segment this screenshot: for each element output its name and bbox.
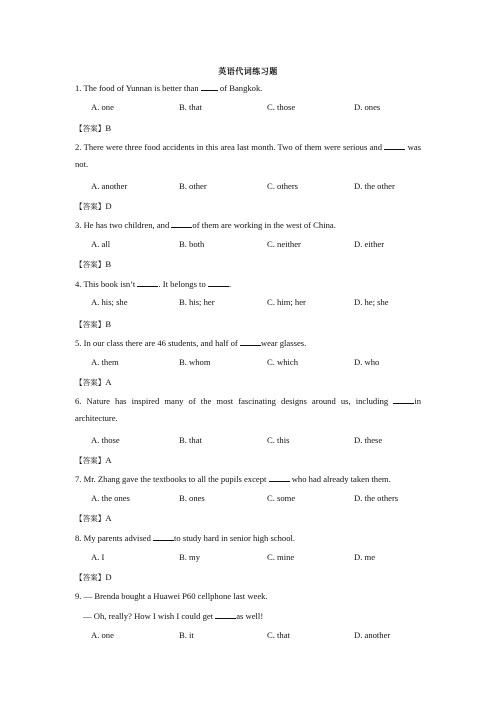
- question-text: 7. Mr. Zhang gave the textbooks to all the pupils except: [75, 474, 269, 484]
- answer-blank: [269, 473, 290, 482]
- option-b: B. it: [179, 630, 194, 640]
- answer-value: D: [105, 572, 112, 582]
- option-a: A. those: [91, 435, 120, 445]
- question-text: 2. There were three food accidents in this area last month. Two of them were serious and: [75, 142, 385, 152]
- answer-blank: [201, 82, 218, 91]
- option-a: A. all: [91, 239, 111, 249]
- option-b: B. other: [179, 181, 207, 191]
- answer-2: [75, 200, 112, 213]
- question-text: 6. Nature has inspired many of the most fascinating designs around us, including: [75, 396, 394, 406]
- question-text: in architecture.: [75, 396, 421, 423]
- answer-value: A: [105, 455, 112, 465]
- answer-6: [75, 454, 112, 467]
- question-1: [75, 80, 421, 97]
- answer-blank: [153, 532, 174, 541]
- question-4: [75, 276, 421, 293]
- answer-blank: [384, 141, 405, 150]
- option-c: C. that: [267, 630, 290, 640]
- answer-label: 【答案】: [75, 456, 106, 465]
- option-d: D. he; she: [354, 297, 389, 307]
- question-text: 5. In our class there are 46 students, and half of: [75, 338, 240, 348]
- option-d: D. me: [354, 552, 376, 562]
- option-c: C. him; her: [267, 297, 306, 307]
- option-b: B. that: [179, 102, 202, 112]
- answer-5: [75, 376, 112, 389]
- option-c: C. which: [267, 357, 299, 367]
- question-8: [75, 530, 421, 547]
- option-b: B. ones: [179, 493, 205, 503]
- question-text: as well!: [236, 611, 264, 621]
- answer-value: B: [105, 123, 112, 133]
- option-a: A. one: [91, 630, 114, 640]
- option-b: B. my: [179, 552, 201, 562]
- answer-4: [75, 318, 111, 331]
- answer-3: [75, 258, 111, 271]
- question-text: 9. — Brenda bought a Huawei P60 cellphone last week.: [75, 591, 268, 601]
- answer-blank: [215, 610, 236, 619]
- answer-label: 【答案】: [75, 378, 106, 387]
- question-text: 3. He has two children, and: [75, 220, 172, 230]
- option-d: D. either: [354, 239, 385, 249]
- question-text: .: [228, 279, 232, 289]
- answer-blank: [393, 395, 414, 404]
- question-text: — Oh, really? How I wish I could get: [83, 611, 216, 621]
- answer-label: 【答案】: [75, 320, 106, 329]
- option-d: D. who: [354, 357, 380, 367]
- option-b: B. that: [179, 435, 202, 445]
- option-a: A. his; she: [91, 297, 128, 307]
- question-6: [75, 393, 421, 427]
- question-text: of Bangkok.: [217, 83, 263, 93]
- option-b: B. both: [179, 239, 205, 249]
- option-a: A. another: [91, 181, 128, 191]
- answer-label: 【答案】: [75, 202, 106, 211]
- question-text: 8. My parents advised: [75, 533, 154, 543]
- answer-value: B: [105, 259, 112, 269]
- option-a: A. the ones: [91, 493, 130, 503]
- option-a: A. one: [91, 102, 114, 112]
- answer-blank: [208, 278, 232, 289]
- question-text: wear glasses.: [260, 338, 307, 348]
- question-text: . It belongs to: [158, 279, 208, 289]
- option-d: D. the other: [354, 181, 395, 191]
- answer-label: 【答案】: [75, 514, 106, 523]
- question-text: was not.: [75, 142, 421, 169]
- answer-label: 【答案】: [75, 260, 106, 269]
- question-7: [75, 471, 421, 488]
- answer-value: B: [105, 319, 112, 329]
- question-9-reply: [83, 608, 429, 625]
- option-c: C. those: [267, 102, 296, 112]
- question-text: 1. The food of Yunnan is better than: [75, 83, 201, 93]
- option-b: B. whom: [179, 357, 211, 367]
- answer-blank: [240, 337, 261, 346]
- question-3: [75, 217, 421, 234]
- answer-value: A: [105, 513, 112, 523]
- question-text: 4. This book isn’t: [75, 279, 138, 289]
- answer-8: [75, 571, 112, 584]
- option-d: D. ones: [354, 102, 381, 112]
- option-c: C. mine: [267, 552, 295, 562]
- question-text: who had already taken them.: [289, 474, 391, 484]
- option-a: A. I: [91, 552, 105, 562]
- question-2: [75, 139, 421, 173]
- option-c: C. neither: [267, 239, 301, 249]
- option-c: C. this: [267, 435, 290, 445]
- question-text: to study hard in senior high school.: [174, 533, 296, 543]
- option-a: A. them: [91, 357, 119, 367]
- answer-blank: [171, 219, 192, 228]
- answer-7: [75, 512, 112, 525]
- answer-blank: [137, 278, 158, 287]
- option-d: D. another: [354, 630, 391, 640]
- option-d: D. the others: [354, 493, 399, 503]
- answer-1: [75, 122, 111, 135]
- page-title: 英语代词练习题: [218, 67, 278, 76]
- option-c: C. others: [267, 181, 299, 191]
- answer-value: A: [105, 377, 112, 387]
- question-text: of them are working in the west of China.: [192, 220, 336, 230]
- answer-value: D: [105, 201, 112, 211]
- option-d: D. these: [354, 435, 383, 445]
- question-5: [75, 335, 421, 352]
- answer-label: 【答案】: [75, 124, 106, 133]
- answer-label: 【答案】: [75, 573, 106, 582]
- question-9: [75, 588, 421, 605]
- option-b: B. his; her: [179, 297, 215, 307]
- option-c: C. some: [267, 493, 296, 503]
